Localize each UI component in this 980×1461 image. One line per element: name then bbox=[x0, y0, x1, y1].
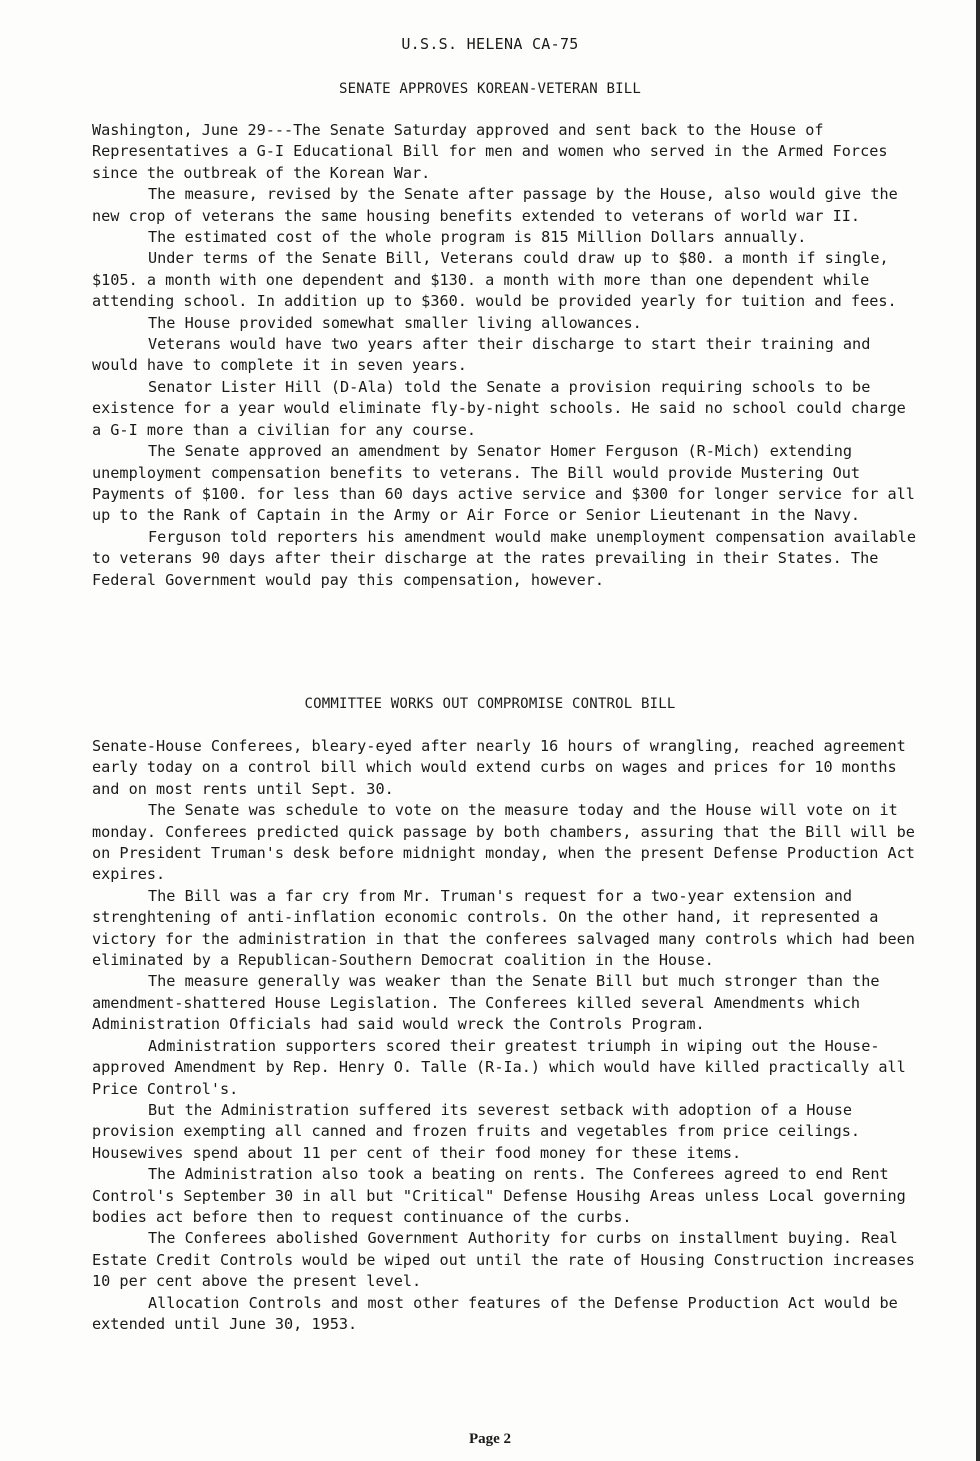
story1-paragraph: Veterans would have two years after their discharge to start their training and would have to complete it in seven years. bbox=[92, 335, 871, 375]
story1-paragraph: Ferguson told reporters his amendment would make unemployment compensation available to veterans 90 days after their discharge at the rates prevailing in their States. The Federal Government would pay this compensation, however. bbox=[92, 527, 917, 589]
story2-paragraph: The Administration also took a beating on rents. The Conferees agreed to end Rent Control's September 30 in all but "Critical" Defense Housihg Areas unless Local governing bodies act before then to request continuance of the curbs. bbox=[92, 1165, 906, 1226]
story1-paragraph: Senator Lister Hill (D-Ala) told the Senate a provision requiring schools to be existence for a year would eliminate fly-by-night schools. He said no school could charge a G-I more than a civilian for any course. bbox=[92, 377, 906, 439]
story2-body bbox=[92, 736, 922, 1335]
story1-headline: SENATE APPROVES KOREAN-VETERAN BILL bbox=[338, 81, 641, 97]
page-number: Page 2 bbox=[468, 1431, 512, 1447]
story1-paragraph: The Senate approved an amendment by Senator Homer Ferguson (R-Mich) extending unemployment compensation benefits to veterans. The Bill would provide Mustering Out Payments of $100. for less than 60 days active service and $300 for longer service for all up to the Rank of Captain in the Army or Air Force or Senior Lieutenant in the Navy. bbox=[92, 442, 915, 525]
story2-paragraph: Senate-House Conferees, bleary-eyed after nearly 16 hours of wrangling, reached agreement early today on a control bill which would extend curbs on wages and prices for 10 months and on most rents until Sept. 30. bbox=[92, 737, 906, 798]
story1-paragraph: Under terms of the Senate Bill, Veterans could draw up to $80. a month if single, $105. a month with one dependent and $130. a month with more than one dependent while attending school. In addition up to $360. would be provided yearly for tuition and fees. bbox=[92, 249, 897, 311]
story2-paragraph: Allocation Controls and most other features of the Defense Production Act would be extended until June 30, 1953. bbox=[92, 1293, 898, 1333]
page-edge-shadow bbox=[976, 0, 980, 1461]
story1-paragraph: The measure, revised by the Senate after passage by the House, also would give the new crop of veterans the same housing benefits extended to veterans of world war II. bbox=[92, 185, 898, 225]
story1-paragraph: The estimated cost of the whole program is 815 Million Dollars annually. bbox=[148, 228, 807, 247]
story2-paragraph: The Conferees abolished Government Authority for curbs on installment buying. Real Estate Credit Controls would be wiped out until the rate of Housing Construction increases 10 per cent above the present level. bbox=[92, 1229, 915, 1291]
story2-paragraph: But the Administration suffered its severest setback with adoption of a House provision exempting all canned and frozen fruits and vegetables from price ceilings. Housewives spend about 11 per cent of their food money for these items. bbox=[92, 1100, 861, 1162]
story1-body bbox=[92, 120, 922, 591]
story2-paragraph: The Senate was schedule to vote on the measure today and the House will vote on it monday. Conferees predicted quick passage by both chambers, assuring that the Bill will be on President Truman's desk before midnight monday, when the present Defense Production Act expires. bbox=[92, 801, 915, 884]
story2-paragraph: The measure generally was weaker than the Senate Bill but much stronger than the amendment-shattered House Legislation. The Conferees killed several Amendments which Administration Officials had said would wreck the Controls Program. bbox=[92, 972, 880, 1034]
ship-header: U.S.S. HELENA CA-75 bbox=[401, 35, 579, 53]
story2-headline: COMMITTEE WORKS OUT COMPROMISE CONTROL BILL bbox=[304, 696, 676, 712]
story2-paragraph: Administration supporters scored their greatest triumph in wiping out the House-approved Amendment by Rep. Henry O. Talle (R-Ia.) which would have killed practically all Price Control's. bbox=[92, 1036, 906, 1098]
story1-paragraph: The House provided somewhat smaller living allowances. bbox=[148, 313, 642, 332]
story2-paragraph: The Bill was a far cry from Mr. Truman's request for a two-year extension and strenghtening of anti-inflation economic controls. On the other hand, it represented a victory for the administration in that the conferees salvaged many controls which had been eliminated by a Republican-Southern Democrat coalition in the House. bbox=[92, 886, 915, 970]
story1-paragraph: Washington, June 29---The Senate Saturday approved and sent back to the House of Representatives a G-I Educational Bill for men and women who served in the Armed Forces since the outbreak of the Korean War. bbox=[92, 121, 888, 182]
